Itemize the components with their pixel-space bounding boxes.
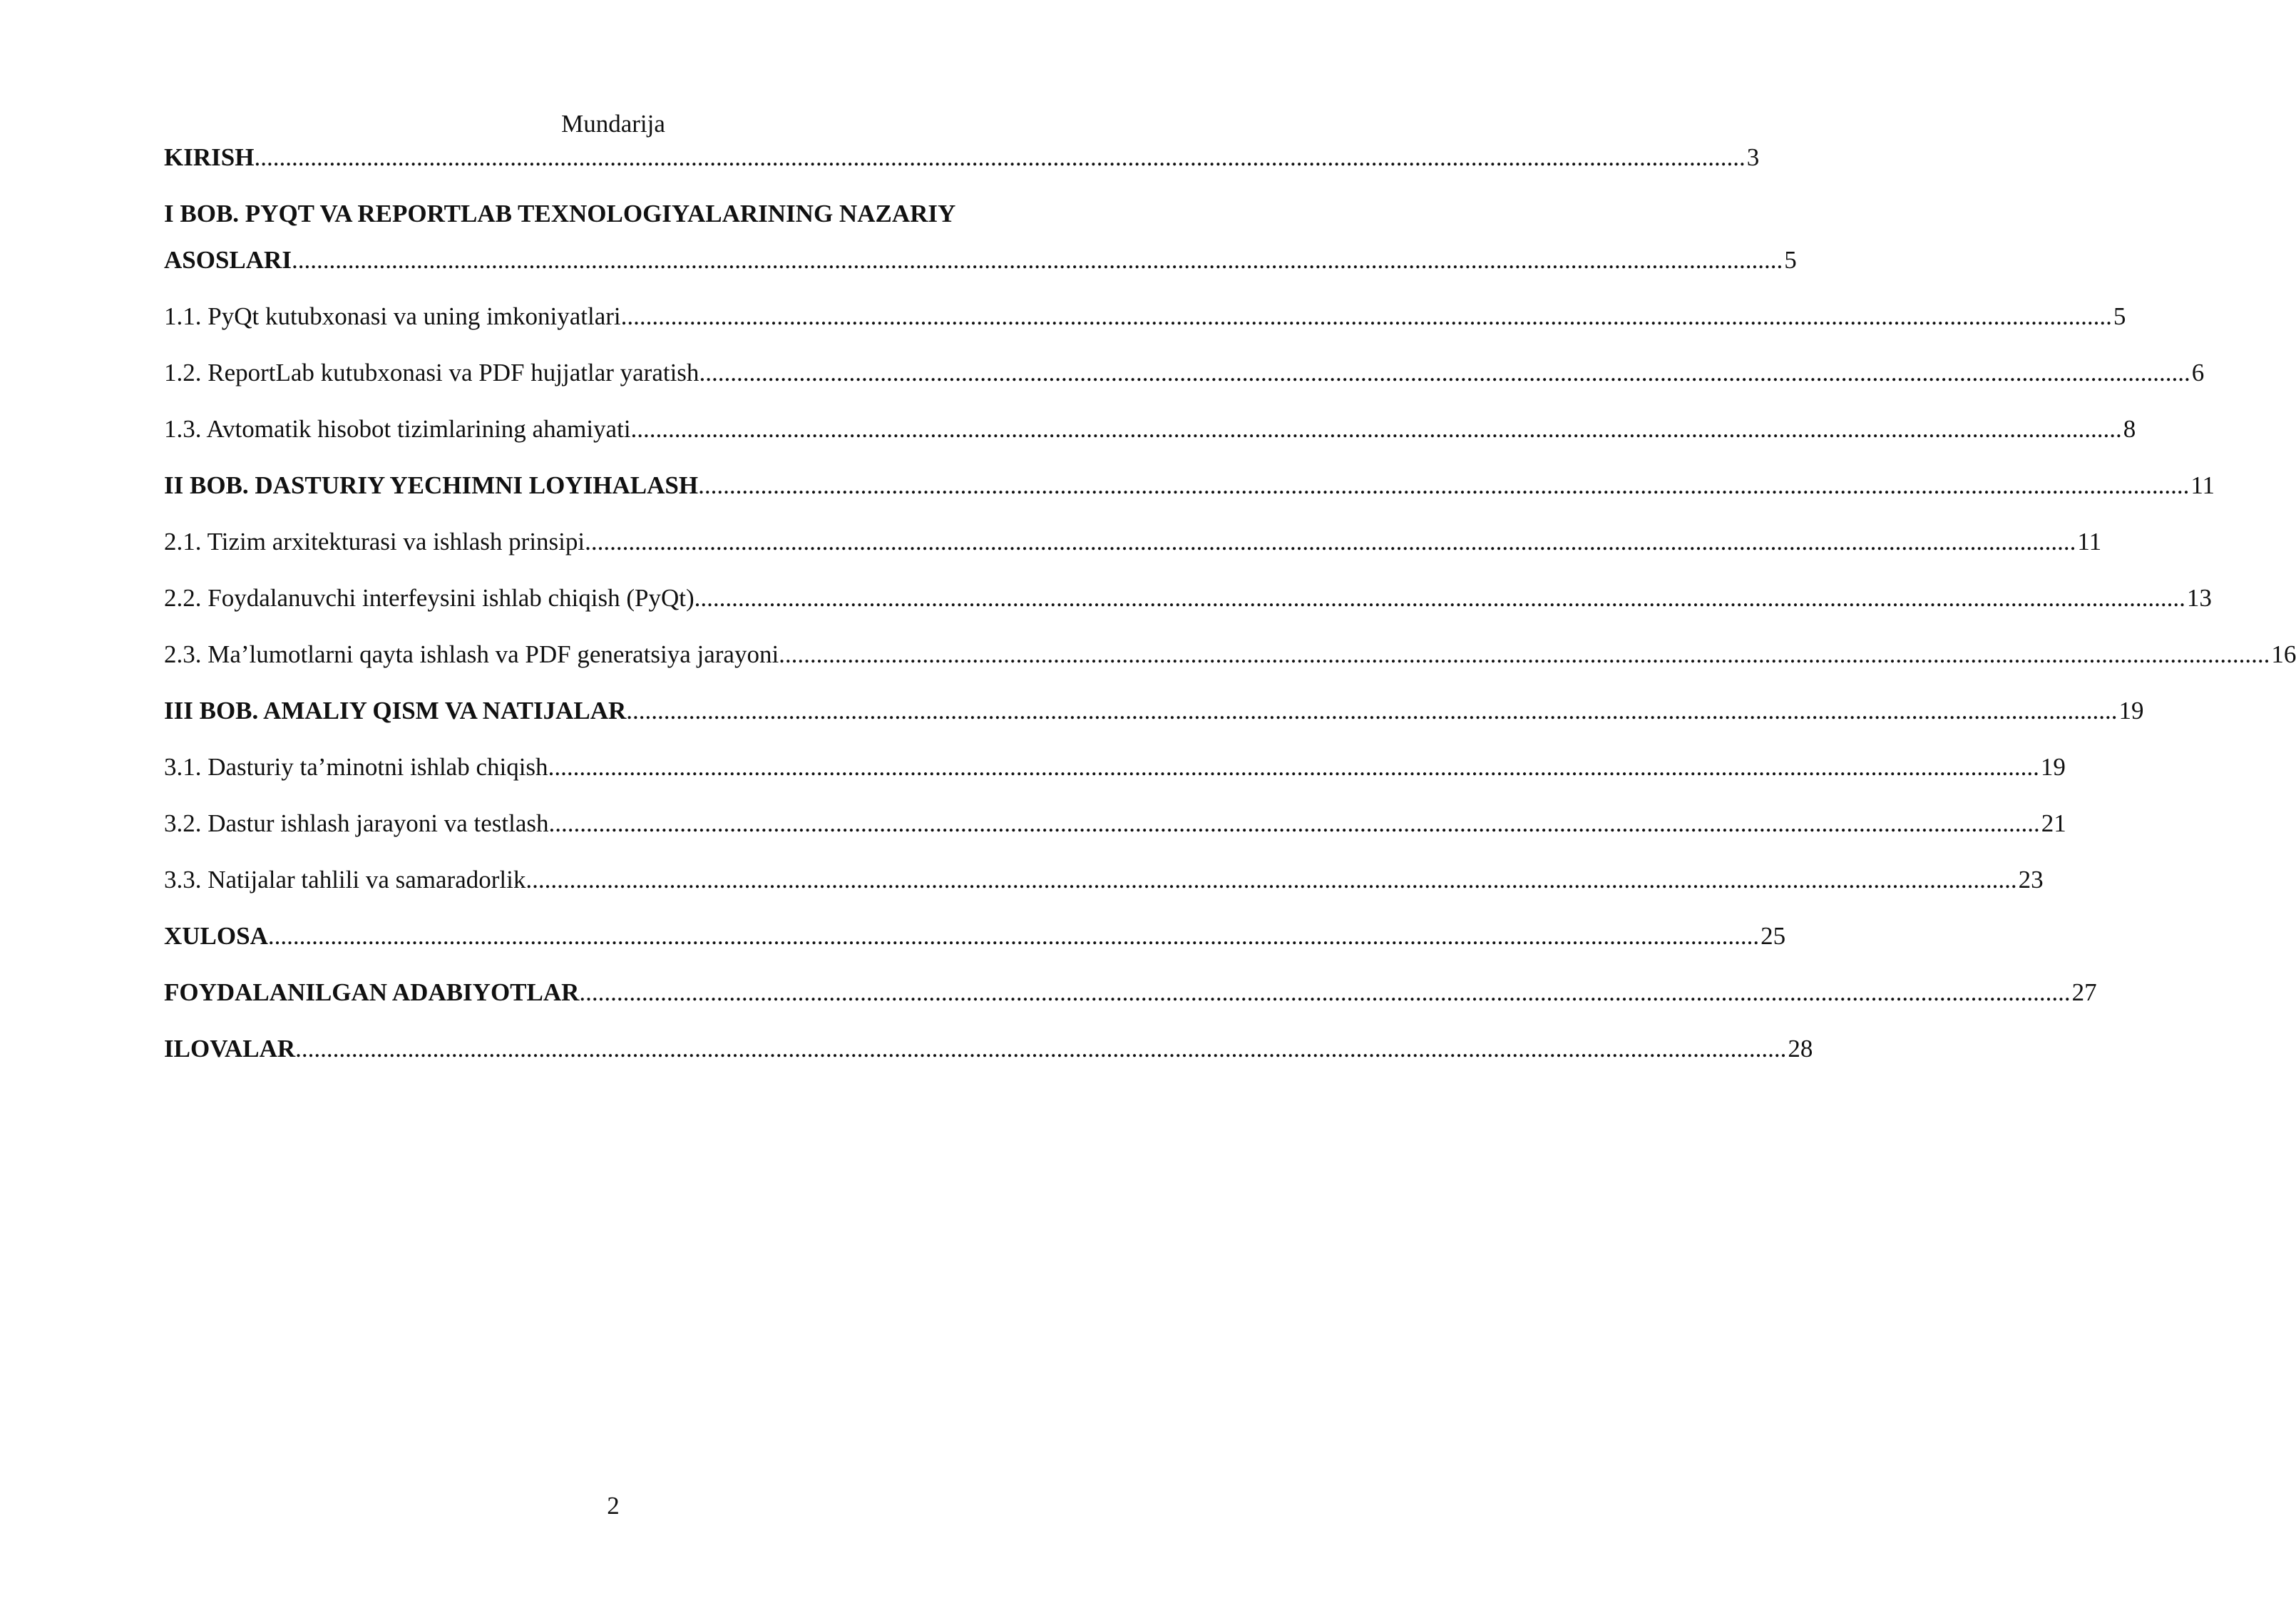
toc-entry-label: 1.3. Avtomatik hisobot tizimlarining ahamiyati: [164, 415, 631, 443]
toc-entry-2-2[interactable]: [164, 582, 2212, 614]
toc-leader: ...............................................................................................................................................................................................................................................: [699, 359, 2190, 386]
toc-entry-label: ASOSLARI: [164, 246, 292, 274]
toc-entry-page: 19: [2118, 697, 2144, 724]
toc-leader: ...............................................................................................................................................................................................................................................: [267, 922, 1760, 950]
toc-entry-page: 21: [2041, 809, 2066, 837]
toc-leader: ...............................................................................................................................................................................................................................................: [291, 246, 1783, 274]
page-number: 2: [607, 1492, 620, 1520]
toc-entry-label: KIRISH: [164, 143, 255, 171]
toc-entry-label: 3.3. Natijalar tahlili va samaradorlik: [164, 866, 526, 893]
toc-leader: ...............................................................................................................................................................................................................................................: [526, 866, 2017, 893]
toc-entry-chapter-2[interactable]: [164, 469, 2215, 501]
table-of-contents: [164, 141, 2296, 1065]
toc-entry-label: 1.1. PyQt kutubxonasi va uning imkoniyatlari: [164, 302, 621, 330]
toc-entry-3-2[interactable]: [164, 807, 2066, 839]
toc-entry-1-1[interactable]: [164, 300, 2126, 332]
toc-entry-chapter-1[interactable]: [164, 244, 1797, 276]
toc-entry-page: 5: [1784, 246, 1797, 274]
toc-entry-page: 13: [2186, 584, 2212, 612]
toc-entry-2-1[interactable]: [164, 526, 2102, 558]
toc-entry-1-2[interactable]: [164, 357, 2205, 389]
toc-entry-label: 1.2. ReportLab kutubxonasi va PDF hujjatlar yaratish: [164, 359, 699, 386]
toc-entry-kirish[interactable]: [164, 141, 1760, 173]
toc-entry-xulosa[interactable]: [164, 920, 1786, 952]
toc-leader: ...............................................................................................................................................................................................................................................: [579, 978, 2071, 1006]
toc-leader: ...............................................................................................................................................................................................................................................: [548, 809, 2040, 837]
toc-entry-chapter-1-title[interactable]: [164, 198, 1062, 230]
toc-leader: ...............................................................................................................................................................................................................................................: [585, 528, 2076, 555]
toc-entry-page: 8: [2123, 415, 2136, 443]
toc-entry-2-3[interactable]: [164, 638, 2296, 670]
toc-leader: ...............................................................................................................................................................................................................................................: [548, 753, 2039, 781]
toc-entry-label: 2.1. Tizim arxitekturasi va ishlash prinsipi: [164, 528, 585, 555]
toc-entry-page: 27: [2071, 978, 2097, 1006]
toc-entry-label: 2.2. Foydalanuvchi interfeysini ishlab chiqish (PyQt): [164, 584, 695, 612]
toc-entry-page: 11: [2190, 471, 2215, 499]
toc-entry-ilovalar[interactable]: [164, 1033, 1813, 1065]
toc-leader: ...............................................................................................................................................................................................................................................: [779, 640, 2270, 668]
toc-leader: ...............................................................................................................................................................................................................................................: [254, 143, 1746, 171]
toc-leader: ...............................................................................................................................................................................................................................................: [698, 471, 2190, 499]
toc-entry-page: 28: [1788, 1035, 1813, 1062]
toc-leader: ...............................................................................................................................................................................................................................................: [626, 697, 2118, 724]
toc-entry-3-3[interactable]: [164, 864, 2044, 896]
toc-entry-page: 25: [1761, 922, 1786, 950]
toc-entry-label: ILOVALAR: [164, 1035, 296, 1062]
toc-leader: ...............................................................................................................................................................................................................................................: [630, 415, 2122, 443]
toc-entry-chapter-3[interactable]: [164, 695, 2144, 727]
toc-entry-label: II BOB. DASTURIY YECHIMNI LOYIHALASH: [164, 471, 699, 499]
toc-entry-label: FOYDALANILGAN ADABIYOTLAR: [164, 978, 580, 1006]
toc-title: Mundarija: [561, 110, 665, 138]
toc-entry-label: 3.1. Dasturiy ta’minotni ishlab chiqish: [164, 753, 548, 781]
toc-entry-adabiyotlar[interactable]: [164, 976, 2097, 1008]
toc-leader: ...............................................................................................................................................................................................................................................: [694, 584, 2185, 612]
toc-leader: ...............................................................................................................................................................................................................................................: [295, 1035, 1787, 1062]
toc-entry-page: 3: [1746, 143, 1760, 171]
toc-entry-page: 16: [2271, 640, 2296, 668]
toc-entry-page: 11: [2077, 528, 2102, 555]
toc-entry-label: XULOSA: [164, 922, 268, 950]
toc-entry-page: 23: [2018, 866, 2044, 893]
toc-entry-page: 6: [2191, 359, 2205, 386]
toc-entry-page: 19: [2040, 753, 2066, 781]
toc-leader: ...............................................................................................................................................................................................................................................: [620, 302, 2112, 330]
toc-entry-label: 2.3. Ma’lumotlarni qayta ishlash va PDF generatsiya jarayoni: [164, 640, 779, 668]
toc-entry-3-1[interactable]: [164, 751, 2066, 783]
toc-entry-label: I BOB. PYQT VA REPORTLAB TEXNOLOGIYALARINING NAZARIY: [164, 200, 956, 227]
toc-entry-label: 3.2. Dastur ishlash jarayoni va testlash: [164, 809, 549, 837]
toc-entry-page: 5: [2113, 302, 2126, 330]
toc-entry-label: III BOB. AMALIY QISM VA NATIJALAR: [164, 697, 627, 724]
toc-entry-1-3[interactable]: [164, 413, 2136, 445]
